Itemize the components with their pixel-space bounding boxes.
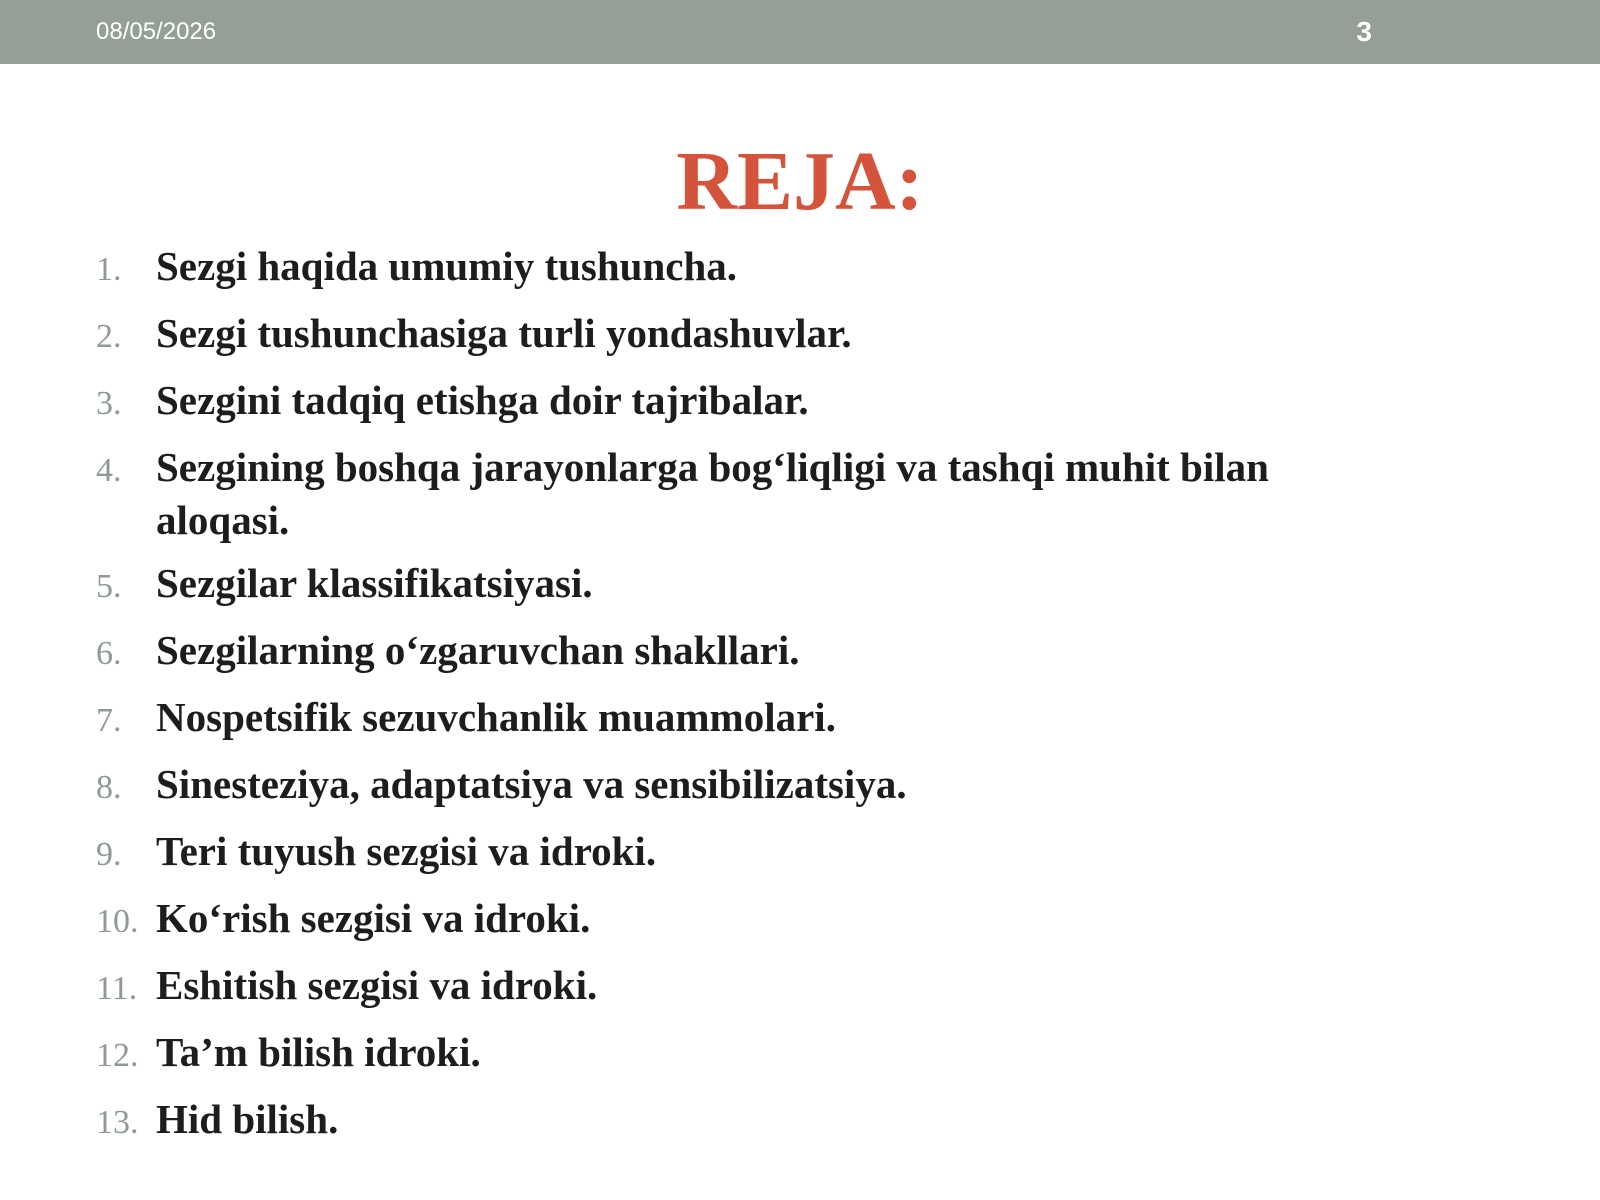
plan-item-text: Sezgi haqida umumiy tushuncha. [156, 243, 738, 289]
plan-item-number: 6. [96, 635, 122, 672]
plan-item-text: Ko‘rish sezgisi va idroki. [156, 895, 591, 941]
plan-item-number: 7. [96, 702, 122, 739]
plan-item-text: Ta’m bilish idroki. [156, 1029, 481, 1075]
plan-item-text: Eshitish sezgisi va idroki. [156, 962, 598, 1008]
plan-list [96, 240, 1396, 1160]
plan-item-text: Sezgilarning o‘zgaruvchan shakllari. [156, 627, 800, 673]
plan-item-text: Sinesteziya, adaptatsiya va sensibilizatsiya. [156, 761, 907, 807]
plan-item-text: Sezgilar klassifikatsiyasi. [156, 560, 593, 606]
slide-title: REJA: [676, 135, 924, 228]
plan-item [96, 624, 1396, 681]
plan-item [96, 1026, 1396, 1083]
plan-item [96, 825, 1396, 882]
plan-item-number: 5. [96, 568, 122, 605]
plan-item [96, 758, 1396, 815]
plan-item-text: Nospetsifik sezuvchanlik muammolari. [156, 694, 836, 740]
plan-item-number: 3. [96, 385, 122, 422]
plan-item [96, 691, 1396, 748]
slide-header-bar [0, 0, 1600, 64]
plan-item-number: 8. [96, 769, 122, 806]
plan-item [96, 959, 1396, 1016]
plan-item-number: 9. [96, 836, 122, 873]
plan-item [96, 892, 1396, 949]
plan-item [96, 374, 1396, 431]
plan-item [96, 307, 1396, 364]
plan-item-text: Teri tuyush sezgisi va idroki. [156, 828, 657, 874]
plan-item-number: 10. [96, 903, 139, 940]
plan-item-text: Sezgi tushunchasiga turli yondashuvlar. [156, 310, 852, 356]
plan-item-text: Sezgining boshqa jarayonlarga bog‘liqligi va tashqi muhit bilan aloqasi. [156, 444, 1269, 543]
plan-item-number: 4. [96, 452, 122, 489]
plan-item [96, 1093, 1396, 1150]
plan-item [96, 240, 1396, 297]
slide-number: 3 [1356, 16, 1372, 47]
plan-item-number: 13. [96, 1104, 139, 1141]
plan-item-text: Hid bilish. [156, 1096, 339, 1142]
plan-item-number: 12. [96, 1037, 139, 1074]
plan-item-text: Sezgini tadqiq etishga doir tajribalar. [156, 377, 809, 423]
plan-item-number: 1. [96, 251, 122, 288]
slide-date: 08/05/2026 [96, 18, 217, 45]
plan-item [96, 441, 1396, 547]
plan-item-number: 11. [96, 970, 138, 1007]
plan-item [96, 557, 1396, 614]
plan-item-number: 2. [96, 318, 122, 355]
